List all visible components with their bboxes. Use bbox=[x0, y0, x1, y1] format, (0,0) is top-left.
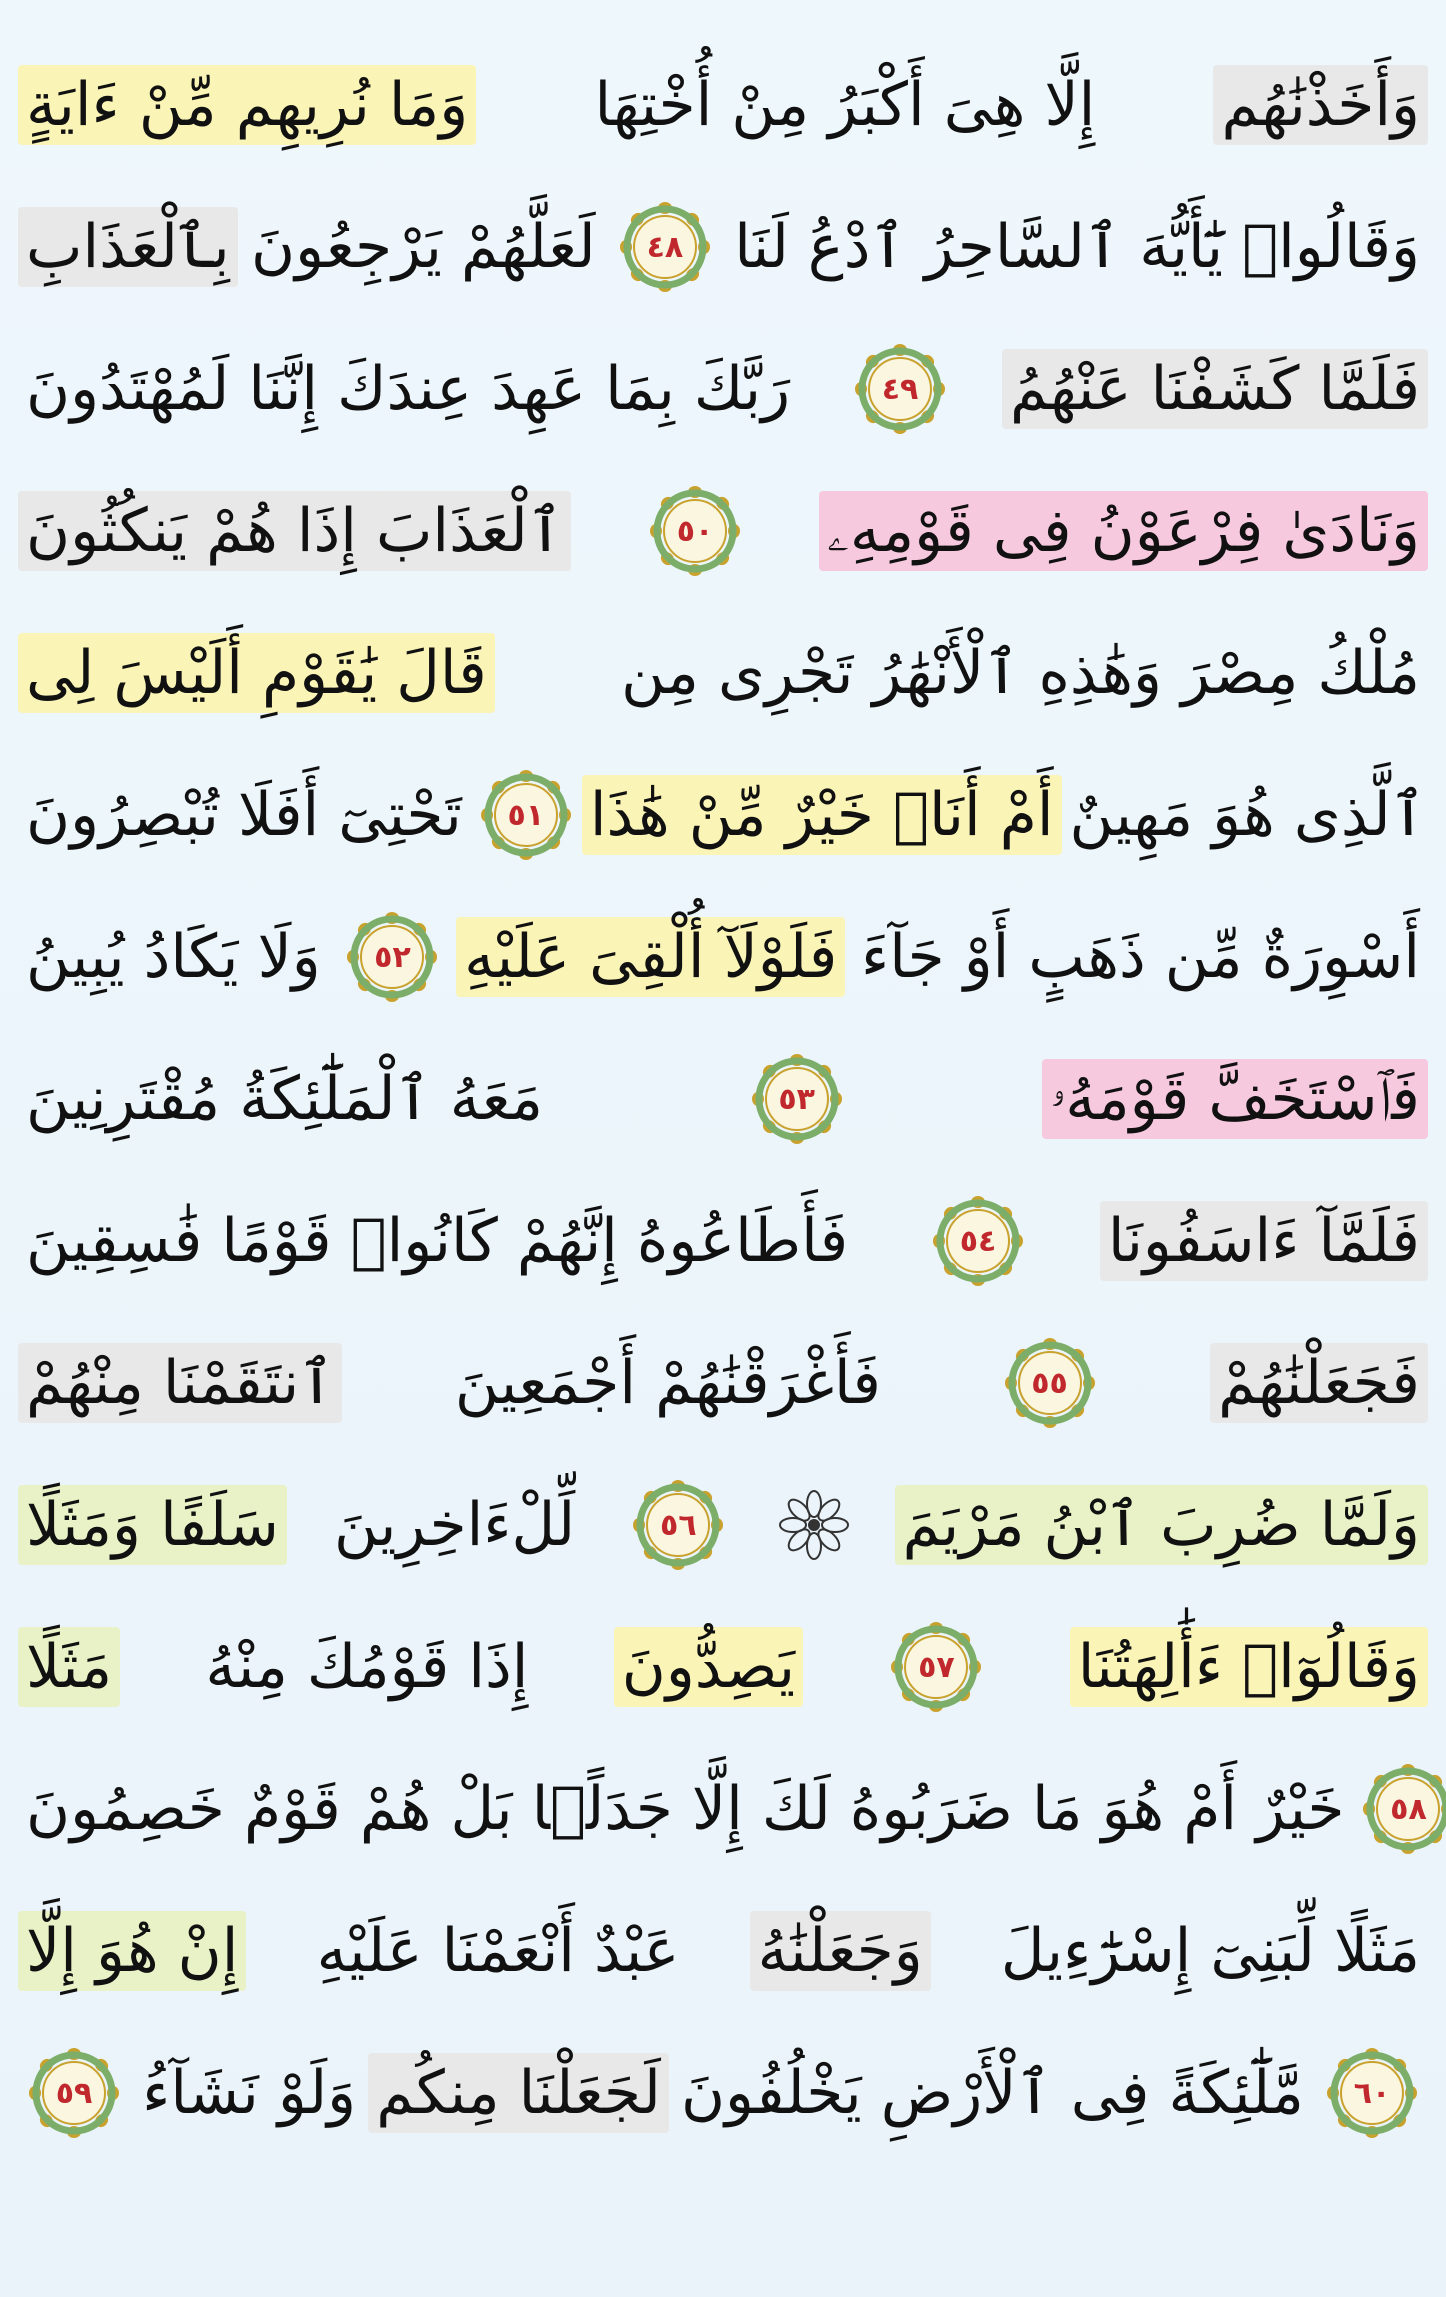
highlighted-text-segment: وَأَخَذْنَٰهُم bbox=[1213, 65, 1428, 145]
ayah-number-marker bbox=[630, 1477, 726, 1573]
text-segment: فَأَغْرَقْنَٰهُمْ أَجْمَعِينَ bbox=[454, 1348, 881, 1418]
verse-line bbox=[18, 892, 1428, 1022]
verse-line bbox=[18, 1602, 1428, 1732]
ayah-number-marker bbox=[1002, 1335, 1098, 1431]
verse-line bbox=[18, 750, 1428, 880]
ayah-number: ٥٨ bbox=[1390, 1791, 1427, 1827]
ayah-number: ٥٦ bbox=[660, 1507, 697, 1543]
highlighted-text-segment: فَٱسْتَخَفَّ قَوْمَهُۥ bbox=[1042, 1059, 1428, 1139]
highlighted-text-segment: ٱلْعَذَابَ إِذَا هُمْ يَنكُثُونَ bbox=[18, 491, 571, 571]
text-segment: لِّلْءَاخِرِينَ bbox=[334, 1490, 576, 1560]
ayah-number-marker bbox=[478, 767, 574, 863]
highlighted-text-segment: وَجَعَلْنَٰهُ bbox=[750, 1911, 931, 1991]
highlighted-text-segment: بِٱلْعَذَابِ bbox=[18, 207, 238, 287]
verse-line bbox=[18, 40, 1428, 170]
ayah-number-marker bbox=[647, 483, 743, 579]
highlighted-text-segment: أَمْ أَنَا۠ خَيْرٌ مِّنْ هَٰذَا bbox=[582, 775, 1062, 855]
highlighted-text-segment: فَلَمَّا كَشَفْنَا عَنْهُمُ bbox=[1002, 349, 1428, 429]
ayah-number-marker bbox=[617, 199, 713, 295]
highlighted-text-segment: وَقَالُوٓا۟ ءَأَٰلِهَتُنَا bbox=[1070, 1627, 1428, 1707]
text-segment: وَقَالُوا۟ يَٰٓأَيُّهَ ٱلسَّاحِرُ ٱدْعُ لَنَا bbox=[734, 212, 1420, 282]
verse-line bbox=[18, 1176, 1428, 1306]
ayah-number: ٥١ bbox=[507, 797, 545, 833]
text-segment: فَأَطَاعُوهُ إِنَّهُمْ كَانُوا۟ قَوْمًا فَٰسِقِينَ bbox=[26, 1206, 849, 1276]
highlighted-text-segment: فَلَوْلَآ أُلْقِىَ عَلَيْهِ bbox=[456, 917, 845, 997]
ayah-number: ٦٠ bbox=[1353, 2075, 1391, 2111]
ayah-number: ٥٣ bbox=[778, 1081, 815, 1117]
text-segment: رَبَّكَ بِمَا عَهِدَ عِندَكَ إِنَّنَا لَمُهْتَدُونَ bbox=[26, 354, 791, 424]
ayah-number-marker bbox=[888, 1619, 984, 1715]
text-segment: مَعَهُ ٱلْمَلَٰٓئِكَةُ مُقْتَرِنِينَ bbox=[26, 1064, 543, 1134]
text-segment: وَلَوْ نَشَآءُ bbox=[142, 2058, 357, 2128]
highlighted-text-segment: وَنَادَىٰ فِرْعَوْنُ فِى قَوْمِهِۦ bbox=[819, 491, 1428, 571]
ayah-number: ٤٩ bbox=[881, 371, 919, 407]
text-segment: عَبْدٌ أَنْعَمْنَا عَلَيْهِ bbox=[316, 1916, 680, 1986]
text-segment: مَّلَٰٓئِكَةً فِى ٱلْأَرْضِ يَخْلُفُونَ bbox=[680, 2058, 1304, 2128]
ayah-number: ٥٥ bbox=[1031, 1365, 1068, 1401]
text-segment: لَعَلَّهُمْ يَرْجِعُونَ bbox=[251, 212, 596, 282]
highlighted-text-segment: إِنْ هُوَ إِلَّا bbox=[18, 1911, 246, 1991]
verse-line bbox=[18, 608, 1428, 738]
verse-line bbox=[18, 1034, 1428, 1164]
verse-line bbox=[18, 1460, 1428, 1590]
verse-line bbox=[18, 1318, 1428, 1448]
ayah-number-marker bbox=[930, 1193, 1026, 1289]
highlighted-text-segment: لَجَعَلْنَا مِنكُم bbox=[368, 2053, 669, 2133]
ayah-number-marker bbox=[852, 341, 948, 437]
highlighted-text-segment: فَلَمَّآ ءَاسَفُونَا bbox=[1100, 1201, 1428, 1281]
ayah-number-marker bbox=[344, 909, 440, 1005]
ayah-number-marker bbox=[1360, 1761, 1446, 1857]
verse-line bbox=[18, 466, 1428, 596]
verse-line bbox=[18, 182, 1428, 312]
text-segment: تَحْتِىٓ أَفَلَا تُبْصِرُونَ bbox=[26, 780, 462, 850]
verse-line bbox=[18, 2028, 1428, 2158]
ayah-number: ٥٧ bbox=[918, 1649, 955, 1685]
text-segment: مُلْكُ مِصْرَ وَهَٰذِهِ ٱلْأَنْهَٰرُ تَجْرِى مِن bbox=[621, 638, 1420, 708]
text-segment: إِلَّا هِىَ أَكْبَرُ مِنْ أُخْتِهَا bbox=[594, 70, 1096, 140]
ayah-number: ٤٨ bbox=[646, 229, 684, 265]
ayah-number: ٥٢ bbox=[374, 939, 411, 975]
highlighted-text-segment: وَلَمَّا ضُرِبَ ٱبْنُ مَرْيَمَ bbox=[895, 1485, 1428, 1565]
verse-line bbox=[18, 324, 1428, 454]
highlighted-text-segment: مَثَلًا bbox=[18, 1627, 120, 1707]
highlighted-text-segment: قَالَ يَٰقَوْمِ أَلَيْسَ لِى bbox=[18, 633, 495, 713]
rub-el-hizb-icon bbox=[779, 1490, 849, 1560]
ayah-number: ٥٠ bbox=[676, 513, 714, 549]
ayah-number-marker bbox=[26, 2045, 122, 2141]
ayah-number: ٥٩ bbox=[55, 2075, 93, 2111]
ayah-number: ٥٤ bbox=[959, 1223, 997, 1259]
highlighted-text-segment: يَصِدُّونَ bbox=[614, 1627, 803, 1707]
ayah-number-marker bbox=[1324, 2045, 1420, 2141]
highlighted-text-segment: فَجَعَلْنَٰهُمْ bbox=[1210, 1343, 1428, 1423]
highlighted-text-segment: سَلَفًا وَمَثَلًا bbox=[18, 1485, 287, 1565]
highlighted-text-segment: وَمَا نُرِيهِم مِّنْ ءَايَةٍ bbox=[18, 65, 476, 145]
text-segment: إِذَا قَوْمُكَ مِنْهُ bbox=[205, 1632, 529, 1702]
ayah-number-marker bbox=[749, 1051, 845, 1147]
text-segment: ٱلَّذِى هُوَ مَهِينٌ bbox=[1069, 780, 1426, 850]
highlighted-text-segment: ٱنتَقَمْنَا مِنْهُمْ bbox=[18, 1343, 342, 1423]
text-segment: أَسْوِرَةٌ مِّن ذَهَبٍ أَوْ جَآءَ bbox=[861, 922, 1420, 992]
verse-line bbox=[18, 1744, 1428, 1874]
verse-line bbox=[18, 1886, 1428, 2016]
text-segment: خَيْرٌ أَمْ هُوَ مَا ضَرَبُوهُ لَكَ إِلَّا جَدَلًۢا بَلْ هُمْ قَوْمٌ خَصِمُونَ bbox=[26, 1774, 1345, 1844]
text-segment: وَلَا يَكَادُ يُبِينُ bbox=[26, 922, 321, 992]
text-segment: مَثَلًا لِّبَنِىٓ إِسْرَٰٓءِيلَ bbox=[1000, 1916, 1420, 1986]
